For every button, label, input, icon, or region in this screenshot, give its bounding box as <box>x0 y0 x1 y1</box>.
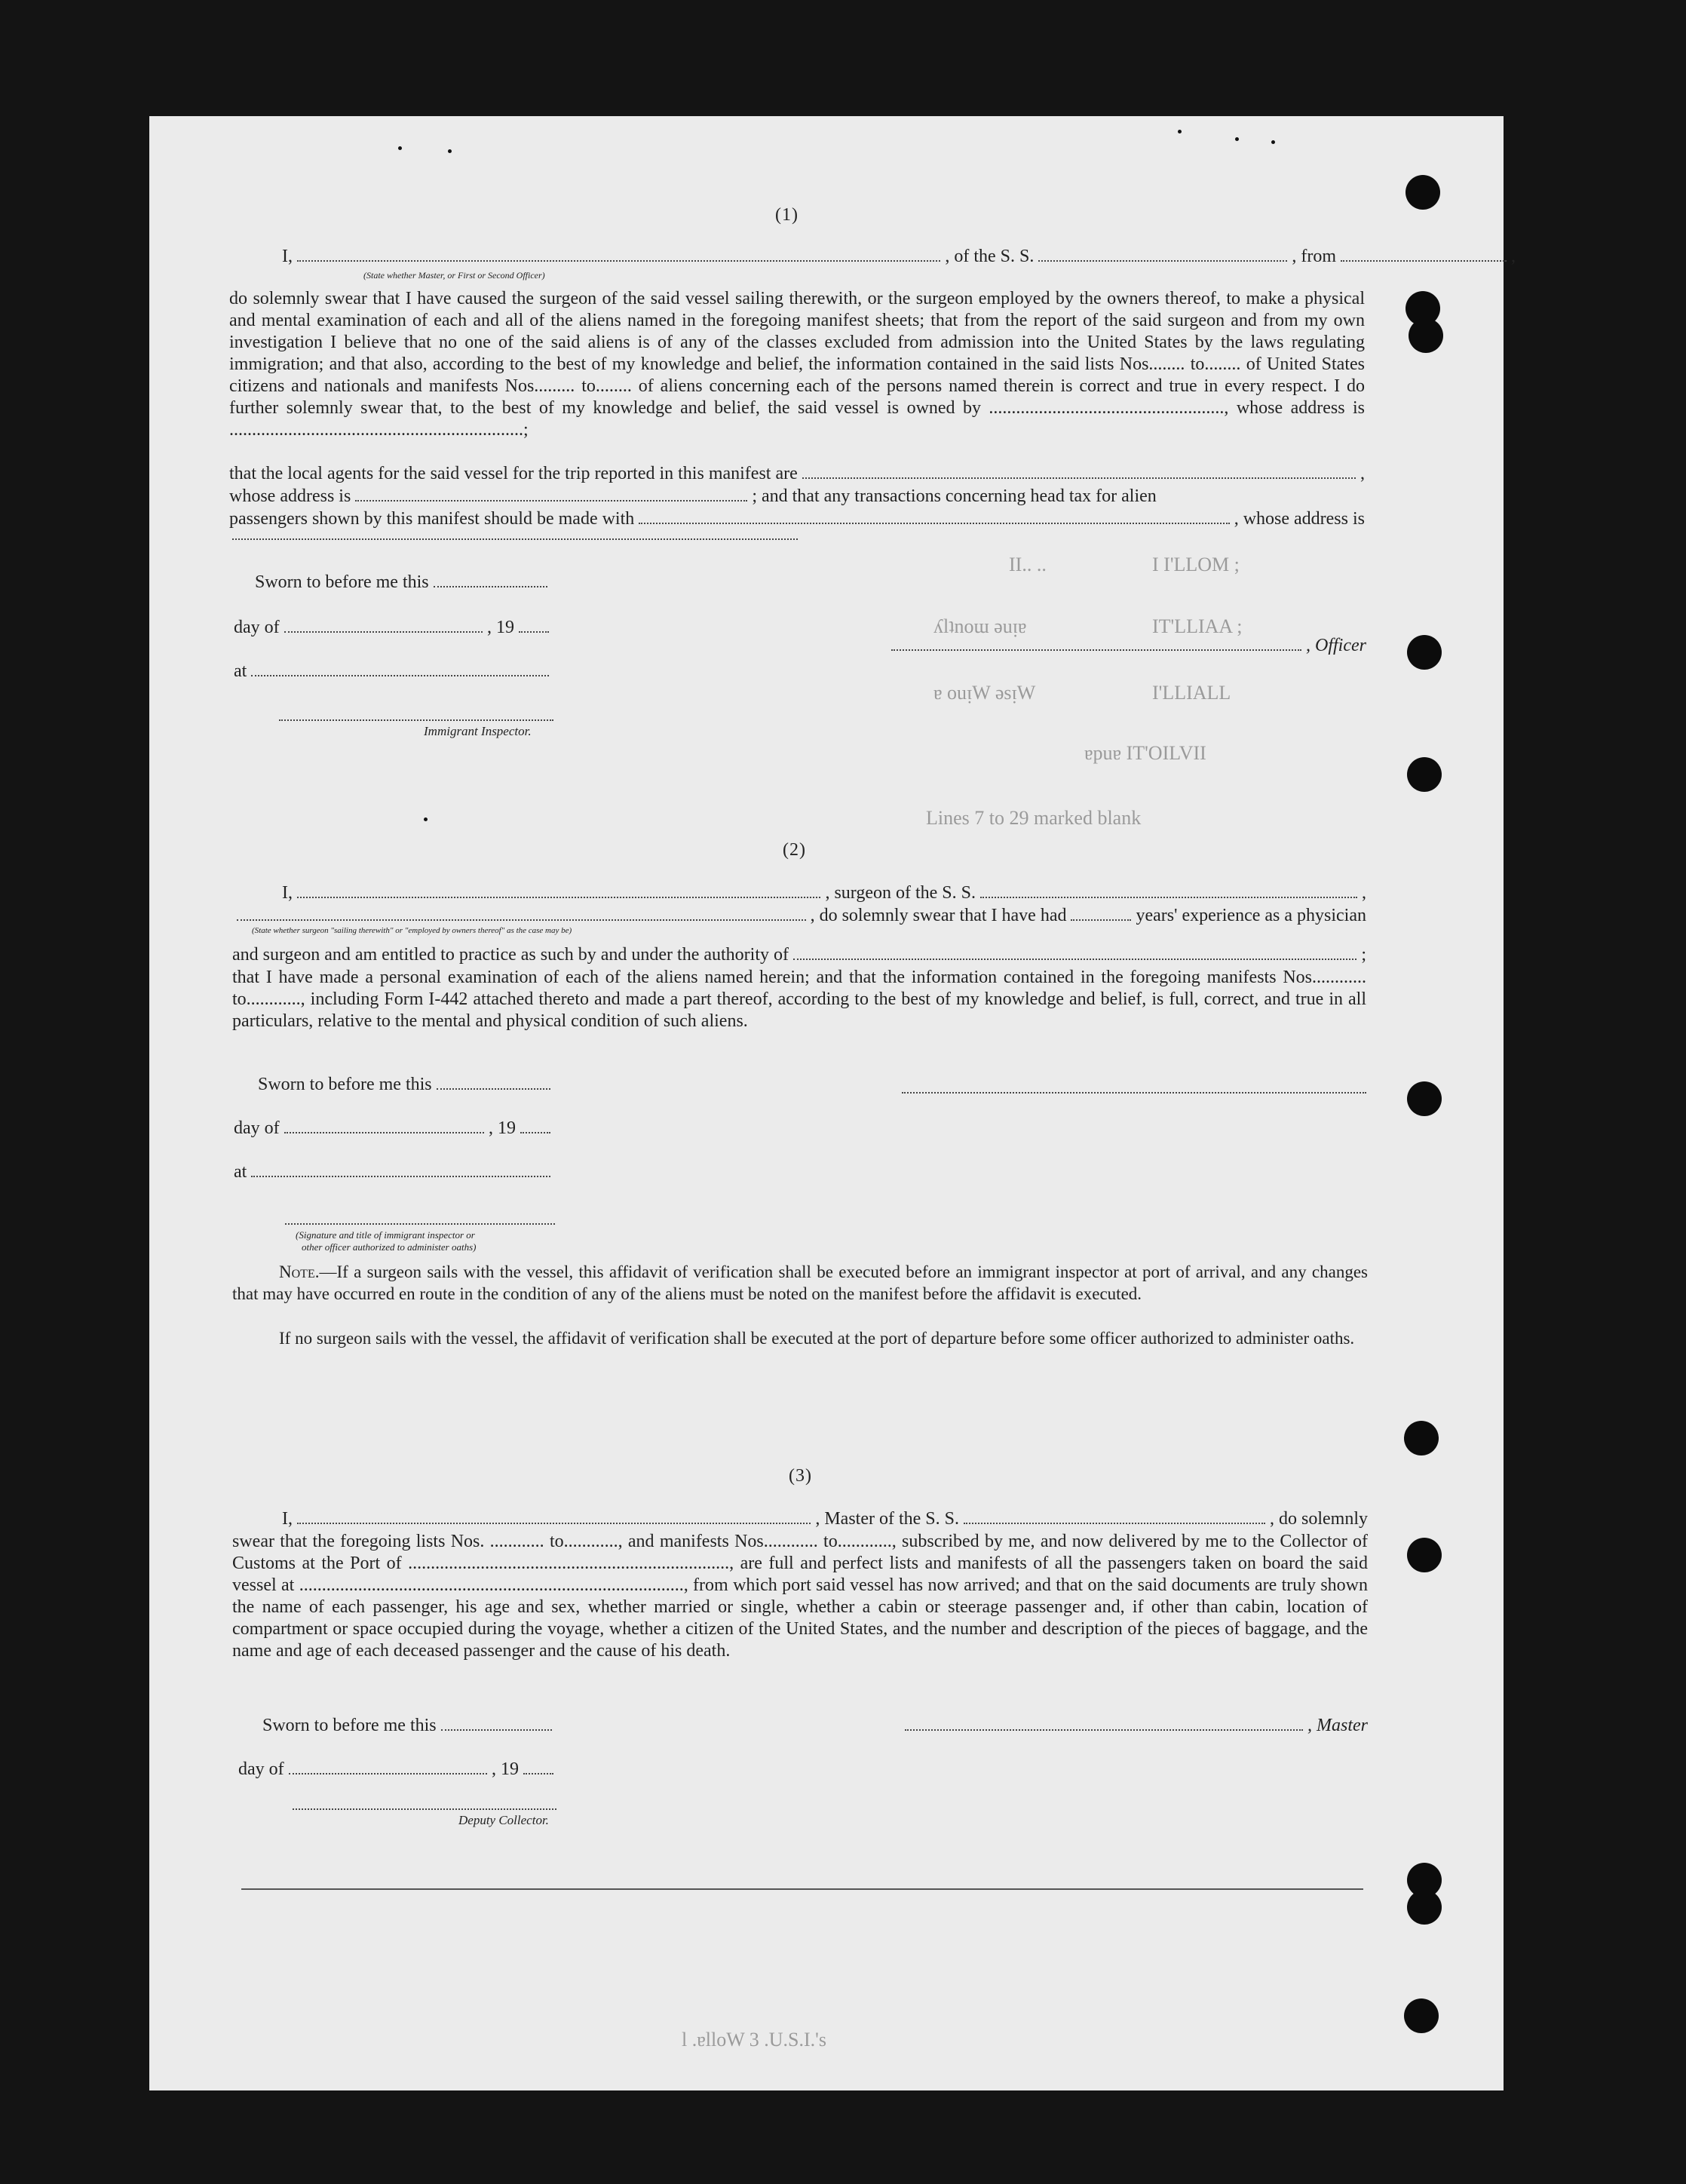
master-signature-field[interactable] <box>905 1729 1303 1731</box>
manifest-page <box>149 116 1516 2090</box>
ink-speck <box>448 149 452 153</box>
whose-address-label: , whose address is <box>1234 509 1365 529</box>
sworn-day-field[interactable] <box>434 586 547 587</box>
master-oath-line <box>282 1508 1368 1529</box>
line-end-semicolon: ; <box>1361 945 1366 965</box>
experience-label: years' experience as a physician <box>1136 906 1366 925</box>
agents-address-field[interactable] <box>355 500 747 502</box>
sworn-line <box>262 1715 556 1736</box>
line-end-comma: , <box>1511 247 1516 266</box>
ink-speck <box>424 817 428 821</box>
inspector-title: Immigrant Inspector. <box>424 724 532 738</box>
punch-hole <box>1407 1890 1442 1925</box>
head-tax-address-field[interactable] <box>232 538 798 540</box>
authority-label: and surgeon and am entitled to practice as such by and under the authority of <box>232 945 789 965</box>
local-agents-field[interactable] <box>802 477 1356 479</box>
note-label: Note. <box>279 1262 320 1281</box>
year-field[interactable] <box>520 1132 550 1133</box>
officer-name-field[interactable] <box>297 260 940 262</box>
bleed-through-text: ɐ ouᴉW ǝsᴉW <box>933 682 1036 704</box>
year-field[interactable] <box>523 1773 553 1774</box>
head-tax-text: ; and that any transactions concerning head tax for alien <box>752 486 1157 506</box>
place-field[interactable] <box>251 675 549 676</box>
surgeon-name-field[interactable] <box>297 897 820 898</box>
pronoun-label: I, <box>282 883 293 903</box>
master-name-field[interactable] <box>297 1523 811 1524</box>
year-label: , 19 <box>489 1118 516 1138</box>
sworn-line <box>255 572 552 593</box>
sworn-line <box>258 1074 555 1095</box>
bleed-through-text: I I'LLOM ; <box>1152 554 1240 575</box>
bottom-rule <box>241 1888 1363 1890</box>
master-vessel-label: , Master of the S. S. <box>815 1509 959 1529</box>
section-number: (3) <box>789 1466 812 1486</box>
surgeon-vessel-label: , surgeon of the S. S. <box>825 883 976 903</box>
surgeon-oath-body: that I have made a personal examination of each of the aliens named herein; and that the information contained in the foregoing manifests Nos............ to............, including Form I-442 attached thereto and made a part thereof, according to the best of my knowledge and belief, is full, correct, and true in all particulars, relative to the mental and physical condition of such aliens. <box>232 968 1366 1031</box>
signature-caption: (Signature and title of immigrant inspector or <box>296 1229 475 1241</box>
year-field[interactable] <box>519 631 549 633</box>
section-number: (2) <box>783 840 806 860</box>
punch-hole <box>1406 175 1440 210</box>
day-line <box>238 1759 558 1780</box>
address-label: whose address is <box>229 486 351 506</box>
year-label: , 19 <box>492 1759 519 1779</box>
master-oath-body: swear that the foregoing lists Nos. ............ to............, and manifests Nos............ to............, subscribed by me, and now delivered by me to the Collector of Customs at the Port of ......................................................................., are full and perfect lists and manifests of all the passengers taken on board the said vessel at ....................................................................................., from which port said vessel has now arrived; and that on the said documents are truly shown the name of each passenger, his age and sex, whether married or single, whether a cabin or steerage passenger and, if other than cabin, location of compartment or space occupied during the voyage, whether a citizen of the United States, and the number and description of the pieces of baggage, and the name and age of each deceased passenger and the cause of his death. <box>232 1532 1368 1661</box>
officer-signature-field[interactable] <box>891 649 1301 651</box>
surgeon-signature-line[interactable] <box>902 1092 1366 1094</box>
inspector-signature-line[interactable] <box>285 1223 555 1225</box>
year-label: , 19 <box>487 618 514 637</box>
surgeon-note <box>232 1261 1368 1305</box>
vessel-label: , of the S. S. <box>945 247 1035 266</box>
from-label: , from <box>1292 247 1336 266</box>
day-of-label: day of <box>234 618 280 637</box>
surgeon-experience-line <box>232 905 1366 926</box>
place-field[interactable] <box>251 1176 550 1177</box>
month-field[interactable] <box>289 1773 487 1774</box>
pronoun-label: I, <box>282 247 293 266</box>
bleed-through-text: I'LLIALL <box>1152 682 1231 704</box>
bleed-through-text: l .ɐlloW 3 .U.S.I.'s <box>682 2029 826 2051</box>
section1-oath-line <box>282 246 1516 267</box>
sworn-label: Sworn to before me this <box>255 572 429 592</box>
collector-signature-line[interactable] <box>293 1808 556 1810</box>
surgeon-caption: (State whether surgeon "sailing therewith" or "employed by owners thereof" as the case may be) <box>252 926 572 935</box>
ink-speck <box>1235 137 1239 141</box>
master-title: , Master <box>1307 1716 1368 1735</box>
years-experience-field[interactable] <box>1071 919 1131 921</box>
authority-line <box>232 944 1366 965</box>
agents-label: that the local agents for the said vessel for the trip reported in this manifest are <box>229 464 798 483</box>
day-of-label: day of <box>234 1118 280 1138</box>
surgeon-oath-line <box>282 882 1366 903</box>
at-line <box>234 1161 555 1182</box>
local-agents-line <box>229 463 1365 484</box>
agents-address-line <box>229 486 1365 507</box>
swear-label: , do solemnly swear that I have had <box>810 906 1067 925</box>
master-vessel-field[interactable] <box>964 1523 1265 1524</box>
officer-title: , Officer <box>1306 636 1366 655</box>
ink-speck <box>1271 140 1275 144</box>
day-line <box>234 617 553 638</box>
head-tax-party-field[interactable] <box>639 523 1229 524</box>
swear-label: , do solemnly <box>1270 1509 1368 1529</box>
day-of-label: day of <box>238 1759 284 1779</box>
punch-hole <box>1407 757 1442 792</box>
surgeon-vessel-field[interactable] <box>980 897 1357 898</box>
vessel-name-field[interactable] <box>1038 260 1287 262</box>
punch-hole <box>1404 1998 1439 2033</box>
at-line <box>234 661 553 682</box>
bleed-through-text: ɐpuɐ IT'OILVII <box>1084 742 1206 764</box>
bleed-through-text: ʎlʇnoɯ ǝuᴉɐ <box>933 615 1027 637</box>
month-field[interactable] <box>284 631 483 633</box>
month-field[interactable] <box>284 1132 484 1133</box>
officer-signature-line <box>887 635 1366 656</box>
at-label: at <box>234 661 247 681</box>
sworn-label: Sworn to before me this <box>262 1716 437 1735</box>
day-line <box>234 1118 555 1139</box>
punch-hole <box>1409 318 1443 353</box>
punch-hole <box>1407 1081 1442 1116</box>
punch-hole <box>1407 1538 1442 1572</box>
section1-oath-body: do solemnly swear that I have caused the surgeon of the said vessel sailing therewith, or the surgeon employed by the owners thereof, to make a physical and mental examination of each and all of the aliens named in the foregoing manifest sheets; that from the report of the said surgeon and from my own investigation I believe that no one of the said aliens is of any of the classes excluded from admission into the United States by the laws regulating immigration; and that also, according to the best of my knowledge and belief, the information contained in the said lists Nos........ to........ of United States citizens and nationals and manifests Nos......... to........ of aliens concerning each of the persons named therein is correct and true in every respect. I do further solemnly swear that, to the best of my knowledge and belief, the said vessel is owned by ...................................................., whose address is .................................................................; <box>229 289 1365 440</box>
at-label: at <box>234 1162 247 1182</box>
ink-speck <box>398 146 402 150</box>
sworn-day-field[interactable] <box>437 1088 550 1090</box>
line-end-comma: , <box>1360 464 1365 483</box>
authority-field[interactable] <box>793 959 1356 960</box>
master-signature-line <box>900 1715 1368 1736</box>
inspector-signature-line[interactable] <box>279 719 553 721</box>
no-surgeon-note: If no surgeon sails with the vessel, the affidavit of verification shall be executed at the port of departure before some officer authorized to administer oaths. <box>279 1329 1355 1348</box>
line-end-comma: , <box>1362 883 1366 903</box>
bleed-through-text: Lines 7 to 29 marked blank <box>926 807 1142 829</box>
signature-caption: other officer authorized to administer oaths) <box>302 1241 477 1253</box>
punch-hole <box>1407 635 1442 670</box>
pronoun-label: I, <box>282 1509 293 1529</box>
punch-hole <box>1404 1421 1439 1455</box>
passengers-line <box>229 508 1365 529</box>
bleed-through-text: IT'LLIAA ; <box>1152 615 1243 637</box>
bleed-through-text: II.. .. <box>1009 554 1047 575</box>
deputy-collector-title: Deputy Collector. <box>458 1813 549 1827</box>
note-text: —If a surgeon sails with the vessel, this affidavit of verification shall be executed before an immigrant inspector at port of arrival, and any changes that may have occurred en route in the condition of any of the aliens must be noted on the manifest before the affidavit is executed. <box>232 1262 1368 1303</box>
passengers-label: passengers shown by this manifest should be made with <box>229 509 635 529</box>
ink-speck <box>1178 130 1182 133</box>
sworn-day-field[interactable] <box>441 1729 552 1731</box>
departure-port-field[interactable] <box>1341 260 1507 262</box>
surgeon-status-field[interactable] <box>237 919 806 921</box>
sworn-label: Sworn to before me this <box>258 1075 432 1094</box>
section-number: (1) <box>775 205 799 225</box>
officer-caption: (State whether Master, or First or Second Officer) <box>363 270 545 281</box>
